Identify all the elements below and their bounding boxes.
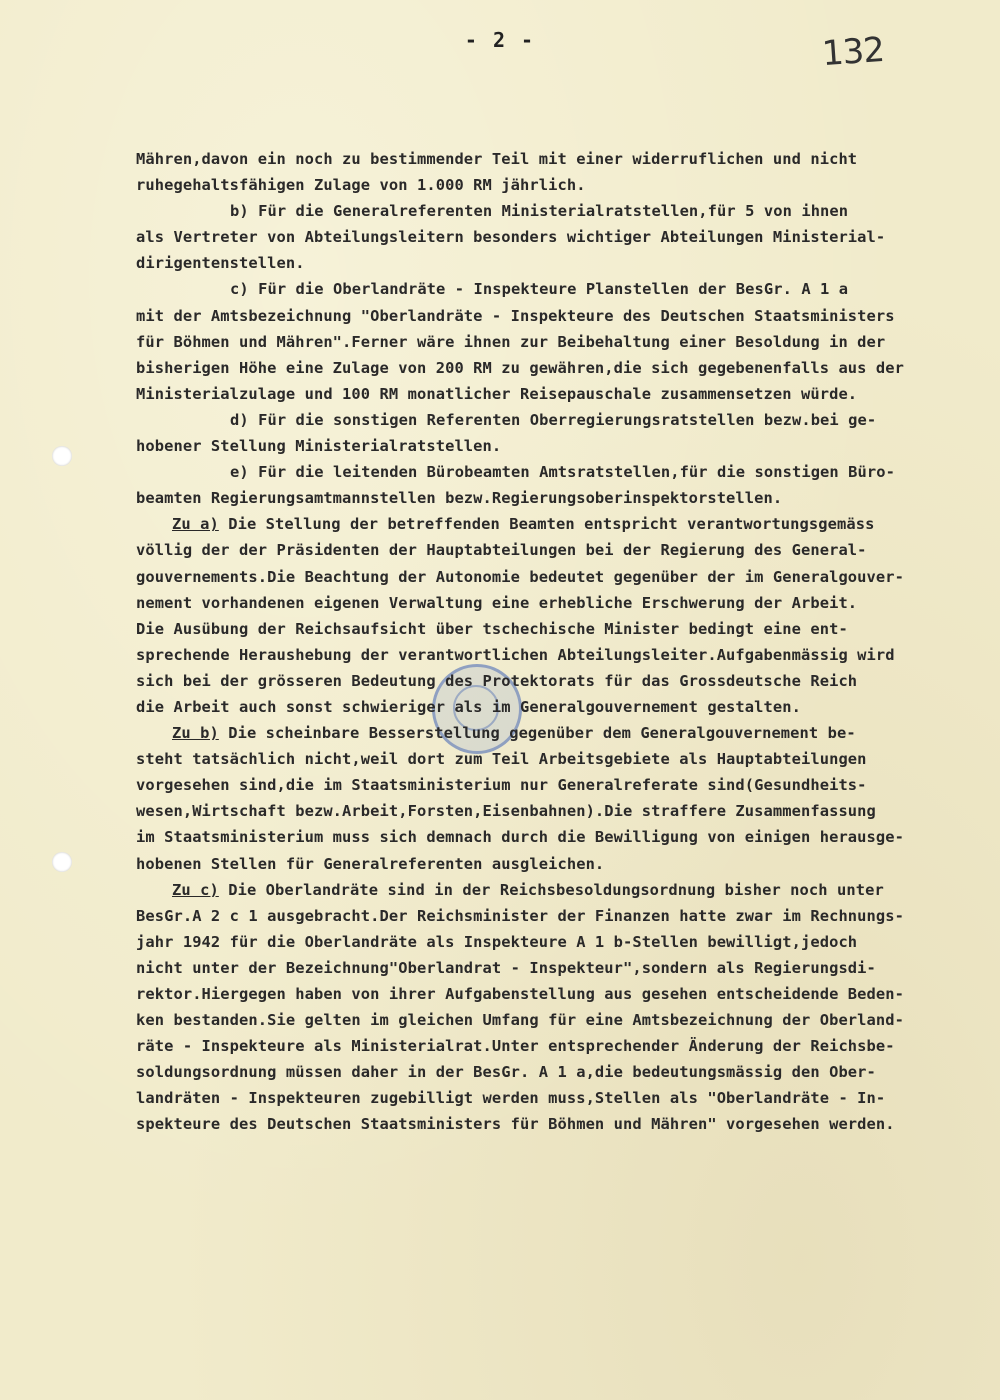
line-text: BesGr.A 2 c 1 ausgebracht.Der Reichsminister der Finanzen hatte zwar im Rechnungs- (136, 906, 905, 925)
line-text: d) Für die sonstigen Referenten Oberregierungsratstellen bezw.bei ge- (230, 410, 877, 429)
document-body (136, 146, 972, 1138)
text-line (136, 877, 972, 903)
line-text: Die scheinbare Besserstellung gegenüber dem Generalgouvernement be- (228, 724, 856, 743)
text-line (136, 407, 972, 433)
text-line (136, 355, 972, 381)
text-line (136, 1059, 972, 1085)
line-text: ken bestanden.Sie gelten im gleichen Umfang für eine Amtsbezeichnung der Oberland- (136, 1011, 905, 1030)
text-line (136, 459, 972, 485)
line-text: spekteure des Deutschen Staatsministers für Böhmen und Mähren" vorgesehen werden. (136, 1115, 895, 1134)
line-text: rektor.Hiergegen haben von ihrer Aufgabenstellung aus gesehen entscheidende Beden- (136, 985, 905, 1003)
line-text: mit der Amtsbezeichnung "Oberlandräte - Inspekteure des Deutschen Staatsministers (136, 306, 895, 325)
text-line (136, 537, 972, 563)
text-line (136, 1007, 972, 1033)
line-text: räte - Inspekteure als Ministerialrat.Unter entsprechender Änderung der Reichsbe- (136, 1037, 895, 1056)
text-line (136, 746, 972, 772)
line-text: bisherigen Höhe eine Zulage von 200 RM zu gewähren,die sich gegebenenfalls aus der (136, 358, 905, 377)
line-text: soldungsordnung müssen daher in der BesGr. A 1 a,die bedeutungsmässig den Ober- (136, 1063, 876, 1082)
line-text: landräten - Inspekteuren zugebilligt werden muss,Stellen als "Oberlandräte - In- (136, 1089, 886, 1108)
line-text: ruhegehaltsfähigen Zulage von 1.000 RM jährlich. (136, 176, 586, 195)
line-text: vorgesehen sind,die im Staatsministerium nur Generalreferate sind(Gesundheits- (136, 776, 867, 795)
line-text: dirigentenstellen. (136, 254, 305, 273)
text-line (136, 485, 972, 511)
text-line (136, 851, 972, 877)
line-text: hobener Stellung Ministerialratstellen. (136, 437, 502, 456)
line-text: für Böhmen und Mähren".Ferner wäre ihnen zur Beibehaltung einer Besoldung in der (136, 332, 886, 351)
line-text: als Vertreter von Abteilungsleitern besonders wichtiger Abteilungen Ministerial- (136, 228, 886, 247)
line-text: Die Oberlandräte sind in der Reichsbesoldungsordnung bisher noch unter (228, 880, 884, 899)
line-text: im Staatsministerium muss sich demnach durch die Bewilligung von einigen herausge- (136, 828, 905, 847)
line-text: völlig der der Präsidenten der Hauptabteilungen bei der Regierung des General- (136, 541, 867, 560)
text-line (136, 381, 972, 407)
text-line (136, 772, 972, 798)
section-lead: Zu c) (172, 880, 219, 899)
punch-hole-bottom (52, 852, 72, 872)
text-line (136, 172, 972, 198)
text-line (136, 198, 972, 224)
line-text: die Arbeit auch sonst schwieriger als im Generalgouvernement gestalten. (136, 697, 801, 716)
text-line (136, 276, 972, 302)
text-line (136, 564, 972, 590)
line-text: b) Für die Generalreferenten Ministerialratstellen,für 5 von ihnen (230, 202, 849, 221)
line-text: Die Stellung der betreffenden Beamten entspricht verantwortungsgemäss (228, 515, 875, 534)
text-line (136, 824, 972, 850)
line-text: sprechende Heraushebung der verantwortlichen Abteilungsleiter.Aufgabenmässig wird (136, 645, 895, 664)
line-text: sich bei der grösseren Bedeutung des Protektorats für das Grossdeutsche Reich (136, 671, 858, 690)
text-line (136, 146, 972, 172)
section-lead: Zu a) (172, 515, 219, 534)
text-line (136, 720, 972, 746)
line-text: Mähren,davon ein noch zu bestimmender Teil mit einer widerruflichen und nicht (136, 150, 858, 168)
text-line (136, 798, 972, 824)
text-line (136, 903, 972, 929)
line-text: steht tatsächlich nicht,weil dort zum Teil Arbeitsgebiete als Hauptabteilungen (136, 750, 867, 769)
line-text: Ministerialzulage und 100 RM monatlicher Reisepauschale zusammensetzen würde. (136, 384, 858, 403)
line-text: nicht unter der Bezeichnung"Oberlandrat - Inspekteur",sondern als Regierungsdi- (136, 958, 876, 977)
text-line (136, 303, 972, 329)
line-text: c) Für die Oberlandräte - Inspekteure Planstellen der BesGr. A 1 a (230, 280, 849, 299)
text-line (136, 433, 972, 459)
line-text: nement vorhandenen eigenen Verwaltung eine erhebliche Erschwerung der Arbeit. (136, 593, 858, 612)
folio-number: 132 (820, 29, 886, 75)
text-line (136, 1085, 972, 1111)
line-text: e) Für die leitenden Bürobeamten Amtsratstellen,für die sonstigen Büro- (230, 463, 895, 482)
page-number: - 2 - (464, 28, 536, 52)
line-text: wesen,Wirtschaft bezw.Arbeit,Forsten,Eisenbahnen).Die straffere Zusammenfassung (136, 802, 876, 821)
line-text: Die Ausübung der Reichsaufsicht über tschechische Minister bedingt eine ent- (136, 619, 848, 638)
text-line (136, 590, 972, 616)
text-line (136, 1033, 972, 1059)
line-text: beamten Regierungsamtmannstellen bezw.Regierungsoberinspektorstellen. (136, 489, 783, 508)
line-text: hobenen Stellen für Generalreferenten ausgleichen. (136, 854, 605, 873)
text-line (136, 668, 972, 694)
text-line (136, 224, 972, 250)
section-lead: Zu b) (172, 724, 219, 743)
text-line (136, 642, 972, 668)
line-text: jahr 1942 für die Oberlandräte als Inspekteure A 1 b-Stellen bewilligt,jedoch (136, 932, 858, 951)
text-line (136, 955, 972, 981)
text-line (136, 694, 972, 720)
text-line (136, 1111, 972, 1137)
text-line (136, 250, 972, 276)
punch-hole-top (52, 446, 72, 466)
text-line (136, 981, 972, 1007)
line-text: gouvernements.Die Beachtung der Autonomie bedeutet gegenüber der im Generalgouver- (136, 567, 905, 586)
text-line (136, 616, 972, 642)
text-line (136, 329, 972, 355)
text-line (136, 511, 972, 537)
text-line (136, 929, 972, 955)
